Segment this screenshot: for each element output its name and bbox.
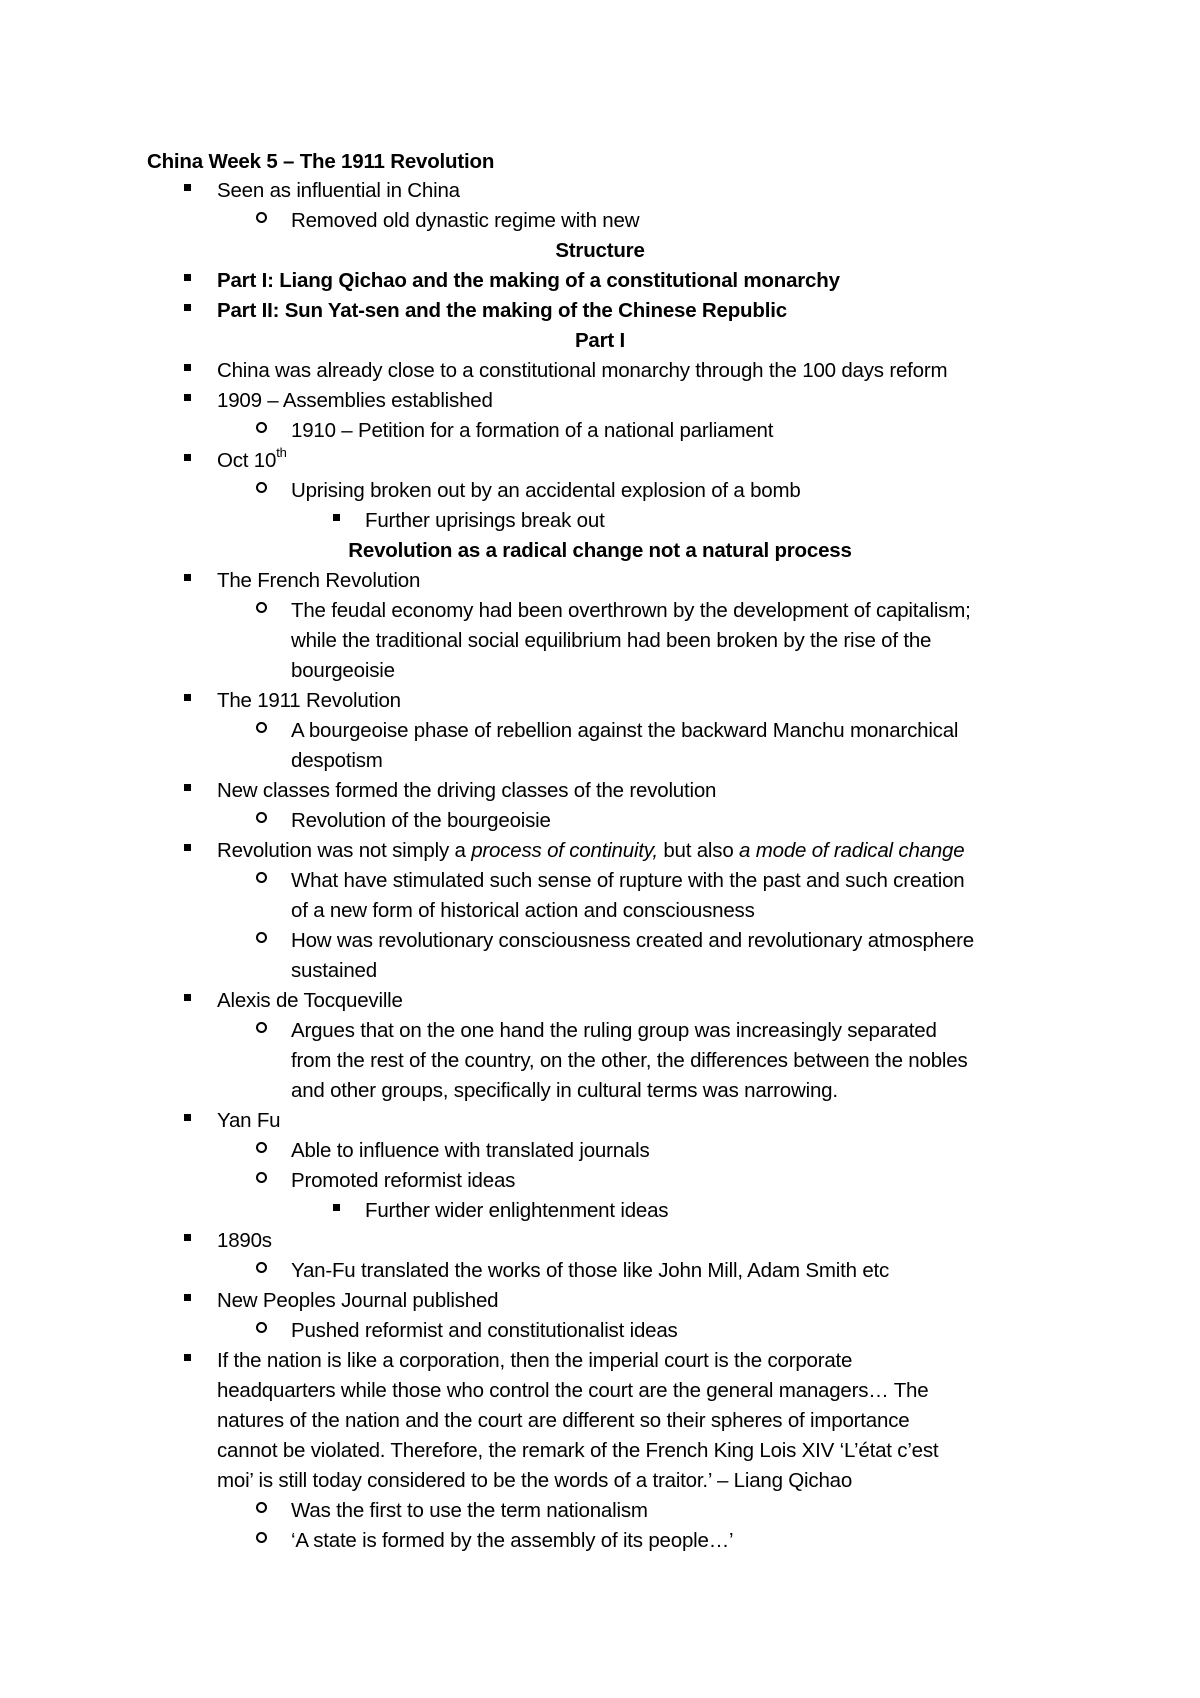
list-item: Pushed reformist and constitutionalist ideas [291, 1319, 678, 1342]
circle-bullet-icon [256, 1316, 267, 1346]
list-item [217, 836, 964, 866]
list-item: Was the first to use the term nationalism [291, 1499, 648, 1522]
square-bullet-icon [333, 1196, 340, 1226]
circle-bullet-icon [256, 1166, 267, 1196]
list-item: Uprising broken out by an accidental explosion of a bomb [291, 479, 801, 502]
section-heading-structure: Structure [555, 239, 645, 262]
list-item: Part II: Sun Yat-sen and the making of the Chinese Republic [217, 299, 787, 322]
quote-item-continuation: headquarters while those who control the court are the general managers… The [217, 1379, 929, 1402]
square-bullet-icon [184, 296, 191, 326]
list-item-continuation: of a new form of historical action and consciousness [291, 899, 755, 922]
circle-bullet-icon [256, 596, 267, 626]
list-item: How was revolutionary consciousness created and revolutionary atmosphere [291, 929, 974, 952]
list-item: 1890s [217, 1229, 272, 1252]
list-item-text: Revolution was not simply a [217, 839, 472, 862]
list-item: Argues that on the one hand the ruling group was increasingly separated [291, 1019, 937, 1042]
list-item: Further wider enlightenment ideas [365, 1199, 669, 1222]
circle-bullet-icon [256, 206, 267, 236]
list-item: The 1911 Revolution [217, 689, 401, 712]
list-item [217, 446, 287, 476]
list-item-continuation: sustained [291, 959, 377, 982]
square-bullet-icon [184, 176, 191, 206]
circle-bullet-icon [256, 866, 267, 896]
list-item: Removed old dynastic regime with new [291, 209, 640, 232]
square-bullet-icon [184, 1286, 191, 1316]
list-item: Alexis de Tocqueville [217, 989, 403, 1012]
section-heading-revolution: Revolution as a radical change not a natural process [348, 539, 852, 562]
list-item: The feudal economy had been overthrown by the development of capitalism; [291, 599, 971, 622]
list-item: 1909 – Assemblies established [217, 389, 493, 412]
circle-bullet-icon [256, 926, 267, 956]
square-bullet-icon [184, 386, 191, 416]
square-bullet-icon [184, 1226, 191, 1256]
superscript: th [276, 445, 287, 461]
list-item-text: Oct 10 [217, 449, 277, 472]
emphasis-text: a mode of radical change [739, 839, 965, 862]
list-item: China was already close to a constitutional monarchy through the 100 days reform [217, 359, 948, 382]
square-bullet-icon [184, 266, 191, 296]
list-item: Promoted reformist ideas [291, 1169, 516, 1192]
list-item: A bourgeoise phase of rebellion against the backward Manchu monarchical [291, 719, 959, 742]
circle-bullet-icon [256, 1016, 267, 1046]
list-item: Further uprisings break out [365, 509, 605, 532]
section-heading-part1: Part I [574, 329, 626, 352]
square-bullet-icon [184, 776, 191, 806]
list-item: 1910 – Petition for a formation of a national parliament [291, 419, 774, 442]
list-item-continuation: bourgeoisie [291, 659, 395, 682]
circle-bullet-icon [256, 806, 267, 836]
circle-bullet-icon [256, 1256, 267, 1286]
circle-bullet-icon [256, 1526, 267, 1556]
square-bullet-icon [184, 686, 191, 716]
square-bullet-icon [184, 986, 191, 1016]
list-item-continuation: and other groups, specifically in cultural terms was narrowing. [291, 1079, 838, 1102]
list-item: The French Revolution [217, 569, 421, 592]
quote-item-continuation: moi’ is still today considered to be the words of a traitor.’ – Liang Qichao [217, 1469, 853, 1492]
square-bullet-icon [184, 1346, 191, 1376]
quote-item-continuation: natures of the nation and the court are different so their spheres of importance [217, 1409, 910, 1432]
circle-bullet-icon [256, 416, 267, 446]
list-item-continuation: from the rest of the country, on the other, the differences between the nobles [291, 1049, 968, 1072]
square-bullet-icon [184, 836, 191, 866]
quote-item-continuation: cannot be violated. Therefore, the remark of the French King Lois XIV ‘L’état c’est [217, 1439, 939, 1462]
list-item: Yan-Fu translated the works of those like John Mill, Adam Smith etc [291, 1259, 890, 1282]
list-item-continuation: despotism [291, 749, 383, 772]
list-item: What have stimulated such sense of rupture with the past and such creation [291, 869, 965, 892]
emphasis-text: process of continuity, [471, 839, 658, 862]
list-item: Seen as influential in China [217, 179, 460, 202]
list-item: Yan Fu [217, 1109, 281, 1132]
square-bullet-icon [184, 446, 191, 476]
list-item-text: but also [657, 839, 740, 862]
circle-bullet-icon [256, 716, 267, 746]
circle-bullet-icon [256, 1136, 267, 1166]
square-bullet-icon [333, 506, 340, 536]
list-item: New Peoples Journal published [217, 1289, 499, 1312]
circle-bullet-icon [256, 1496, 267, 1526]
list-item-continuation: while the traditional social equilibrium had been broken by the rise of the [291, 629, 932, 652]
list-item: Able to influence with translated journals [291, 1139, 650, 1162]
square-bullet-icon [184, 356, 191, 386]
quote-item: If the nation is like a corporation, then the imperial court is the corporate [217, 1349, 853, 1372]
square-bullet-icon [184, 1106, 191, 1136]
list-item: Revolution of the bourgeoisie [291, 809, 551, 832]
page-title: China Week 5 – The 1911 Revolution [147, 150, 495, 173]
list-item: Part I: Liang Qichao and the making of a constitutional monarchy [217, 269, 840, 292]
square-bullet-icon [184, 566, 191, 596]
list-item: New classes formed the driving classes of the revolution [217, 779, 717, 802]
list-item: ‘A state is formed by the assembly of its people…’ [291, 1529, 734, 1552]
circle-bullet-icon [256, 476, 267, 506]
